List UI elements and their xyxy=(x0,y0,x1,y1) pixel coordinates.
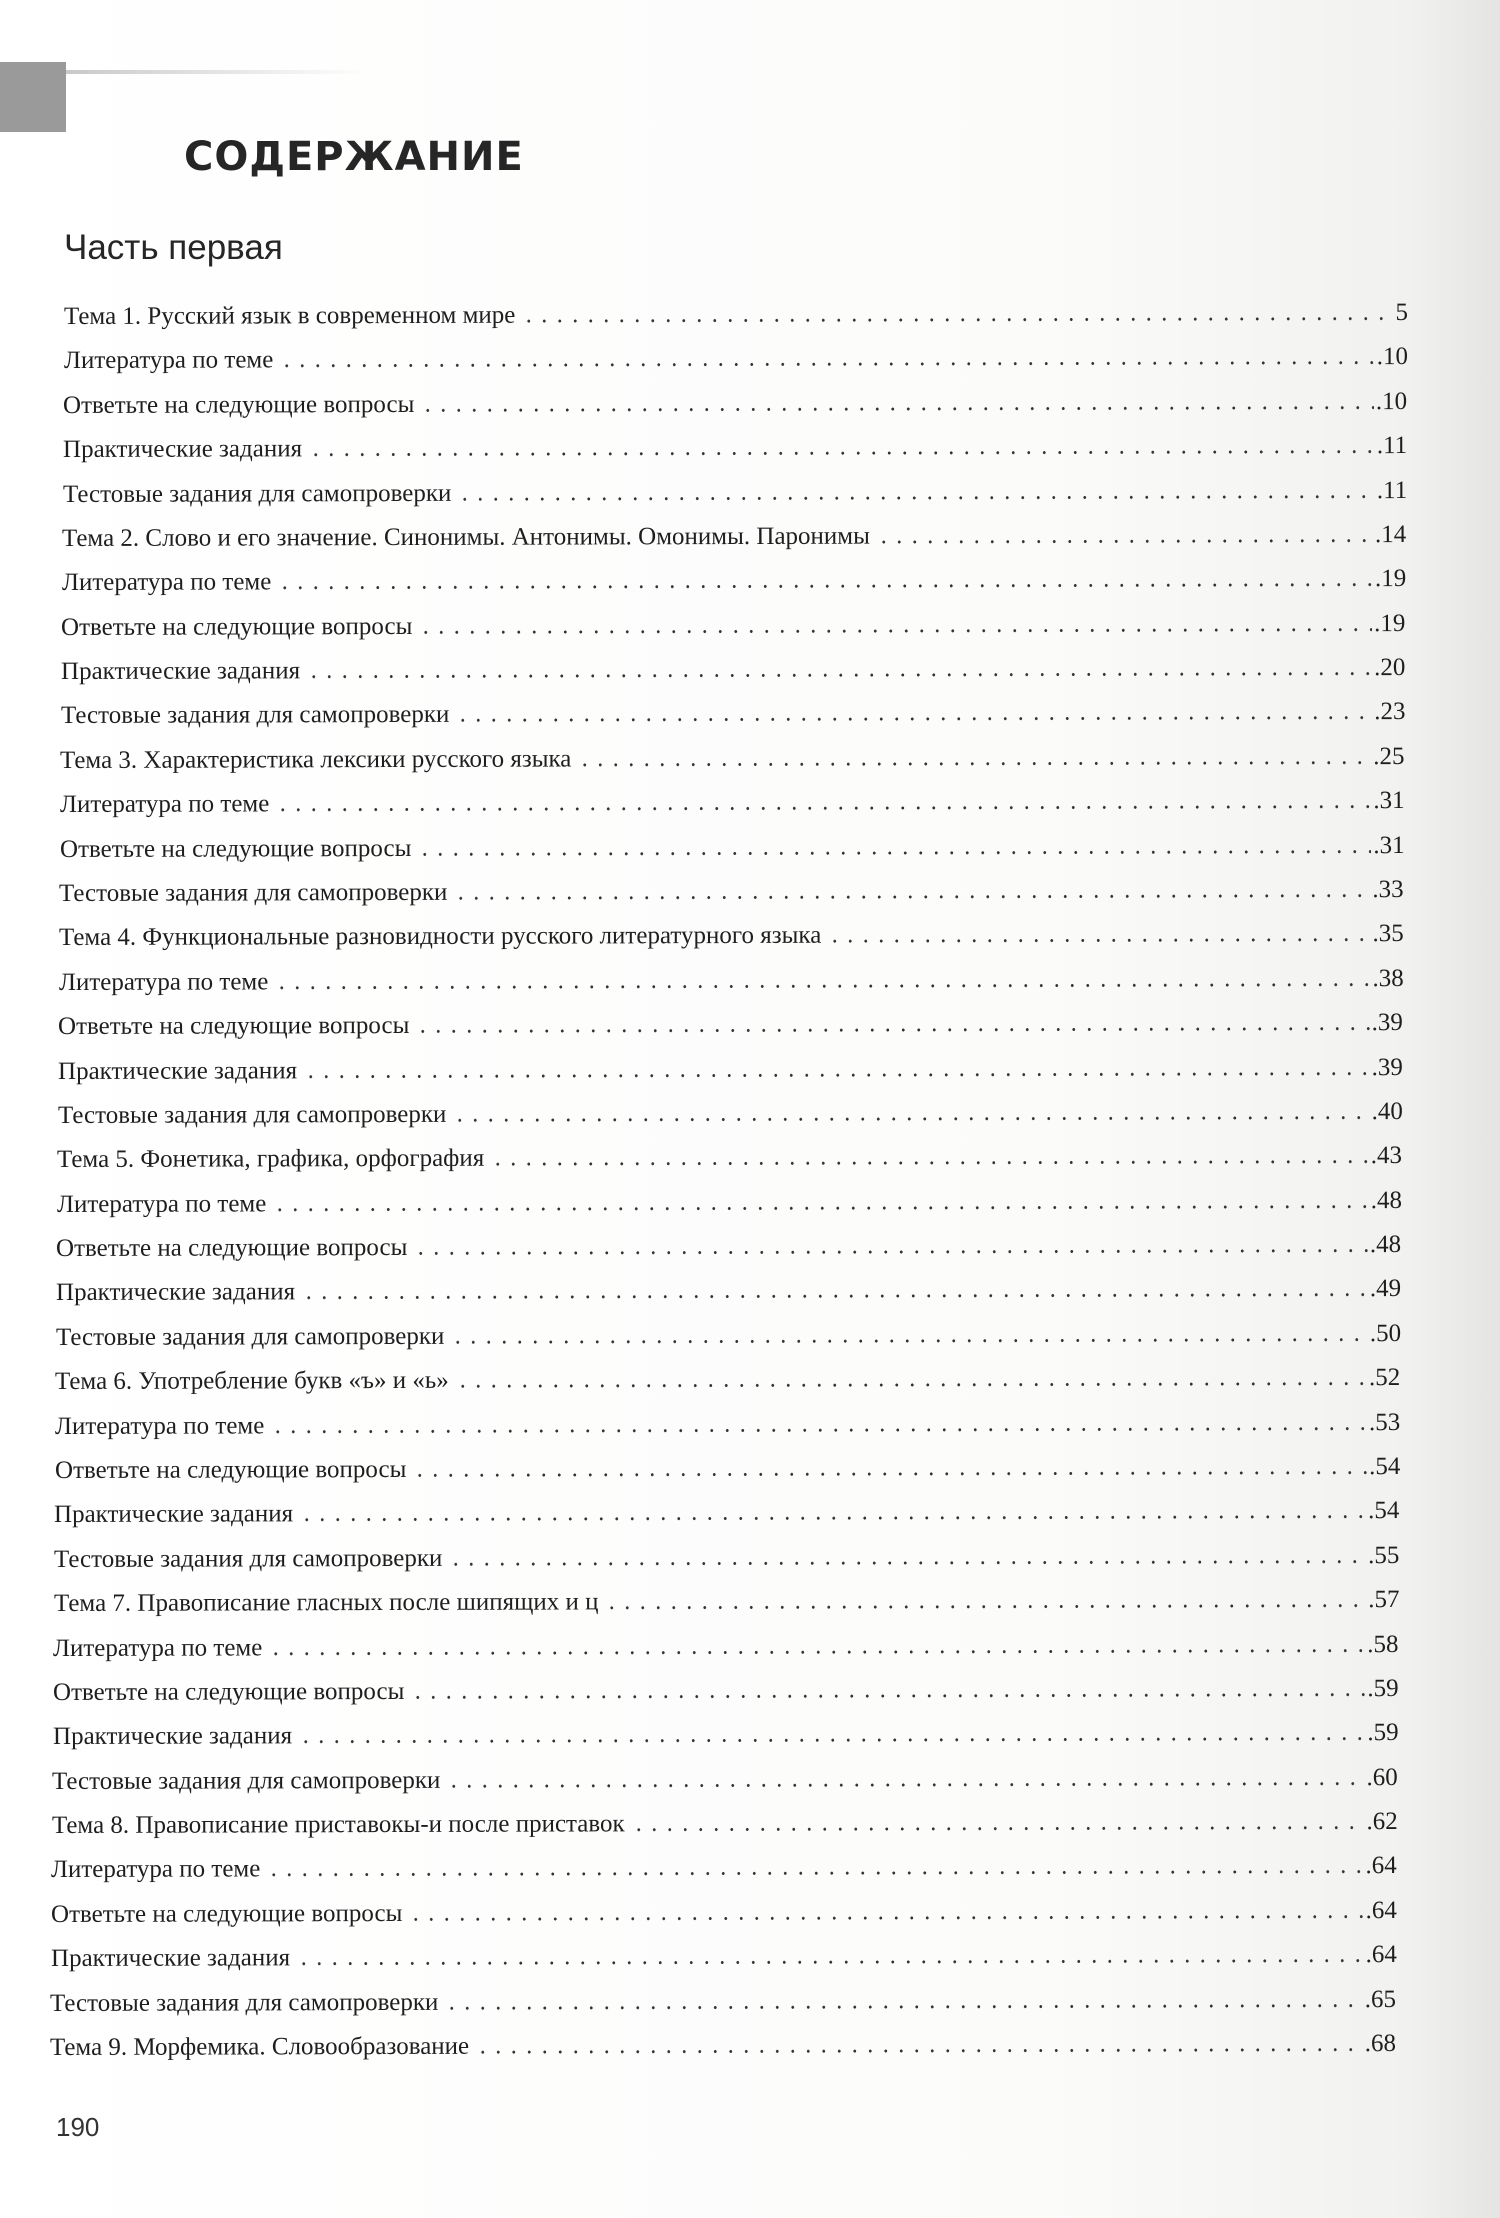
toc-subentry xyxy=(53,1672,1399,1710)
toc-subentry xyxy=(62,562,1406,600)
toc-entry-title: Ответьте на следующие вопросы xyxy=(52,1677,405,1706)
toc-entry-page: .14 xyxy=(1375,520,1407,549)
toc-dot-leader xyxy=(827,935,1370,946)
toc-subentry xyxy=(50,1983,1396,2021)
toc-dot-leader xyxy=(452,1113,1369,1125)
toc-entry-title: Тема 6. Употребление букв «ъ» и «ь» xyxy=(55,1367,450,1396)
toc-subentry xyxy=(60,784,1405,822)
toc-entry-page: .10 xyxy=(1376,387,1408,415)
toc-entry-title: Литература по теме xyxy=(60,790,270,819)
toc-entry-title: Ответьте на следующие вопросы xyxy=(61,612,413,641)
toc-entry-page: .49 xyxy=(1369,1275,1402,1303)
toc-entry-page: .31 xyxy=(1372,831,1405,859)
toc-subentry xyxy=(63,385,1407,423)
toc-entry-title: Тестовые задания для самопроверки xyxy=(60,701,450,730)
toc-dot-leader xyxy=(445,2001,1363,2013)
toc-entry-title: Литература по теме xyxy=(53,1633,263,1662)
toc-entry-page: .59 xyxy=(1366,1719,1399,1747)
toc-entry-title: Тема 8. Правописание приставокы-и после приставок xyxy=(51,1810,625,1840)
toc-dot-leader xyxy=(630,1823,1364,1834)
toc-entry-title: Практические задания xyxy=(50,1944,290,1973)
toc-entry-title: Практические задания xyxy=(52,1722,292,1751)
toc-entry-page: .35 xyxy=(1372,920,1404,948)
toc-entry-page: .39 xyxy=(1371,1009,1404,1037)
toc-subentry xyxy=(55,1450,1400,1488)
toc-entry-title: Практические задания xyxy=(62,435,303,464)
toc-entry-page: .19 xyxy=(1374,609,1406,637)
toc-topic-entry xyxy=(57,1139,1402,1177)
toc-subentry xyxy=(63,429,1407,467)
toc-subentry xyxy=(51,1894,1397,1932)
toc-subentry xyxy=(51,1849,1397,1887)
toc-entry-title: Литература по теме xyxy=(56,1190,267,1218)
toc-entry-title: Тестовые задания для самопроверки xyxy=(62,479,452,508)
toc-subentry xyxy=(56,1317,1401,1355)
toc-entry-title: Практические задания xyxy=(61,657,301,686)
toc-dot-leader xyxy=(270,1424,1367,1436)
toc-subentry xyxy=(56,1228,1401,1266)
toc-subentry xyxy=(61,651,1406,689)
toc-entry-title: Тема 5. Фонетика, графика, орфография xyxy=(57,1145,485,1174)
toc-entry-page: .31 xyxy=(1373,787,1405,815)
toc-topic-entry xyxy=(55,1361,1400,1399)
toc-entry-page: .19 xyxy=(1374,565,1407,593)
toc-dot-leader xyxy=(272,1202,1368,1214)
toc-entry-page: .25 xyxy=(1373,742,1405,770)
toc-dot-leader xyxy=(448,1557,1366,1569)
toc-subentry xyxy=(54,1494,1399,1532)
toc-subentry xyxy=(61,695,1406,733)
toc-entry-page: .64 xyxy=(1365,1896,1397,1924)
toc-entry-page: .20 xyxy=(1374,654,1406,682)
toc-dot-leader xyxy=(421,403,1375,415)
toc-subentry xyxy=(51,1938,1397,1976)
toc-dot-leader xyxy=(419,625,1373,637)
toc-topic-entry xyxy=(62,518,1406,556)
toc-entry-title: Практические задания xyxy=(54,1500,294,1529)
toc-dot-leader xyxy=(267,1868,1364,1880)
toc-subentry xyxy=(57,1184,1402,1222)
toc-subentry xyxy=(52,1716,1398,1754)
toc-entry-title: Литература по теме xyxy=(63,346,274,375)
toc-entry-page: .64 xyxy=(1365,1941,1397,1969)
toc-dot-leader xyxy=(876,536,1373,546)
toc-entry-title: Ответьте на следующие вопросы xyxy=(54,1455,407,1484)
toc-dot-leader xyxy=(301,1291,1368,1303)
toc-subentry xyxy=(59,962,1404,1000)
toc-entry-page: .60 xyxy=(1366,1763,1398,1791)
page-number: 190 xyxy=(56,2112,100,2142)
toc-dot-leader xyxy=(274,980,1370,992)
toc-topic-entry xyxy=(60,740,1405,778)
toc-entry-page: .64 xyxy=(1365,1852,1398,1880)
toc-subentry xyxy=(52,1761,1398,1799)
toc-entry-page: .33 xyxy=(1372,876,1405,904)
toc-entry-page: .11 xyxy=(1376,432,1408,460)
toc-entry-page: .59 xyxy=(1367,1674,1399,1703)
toc-entry-page: .54 xyxy=(1368,1453,1401,1481)
toc-dot-leader xyxy=(416,1024,1370,1036)
toc-subentry xyxy=(58,1006,1403,1044)
toc-entry-page: .40 xyxy=(1371,1097,1403,1126)
toc-entry-title: Литература по теме xyxy=(61,568,272,597)
toc-dot-leader xyxy=(303,1069,1370,1081)
toc-entry-title: Литература по теме xyxy=(51,1855,261,1884)
toc-entry-page: .57 xyxy=(1367,1586,1400,1614)
toc-entry-title: Тестовые задания для самопроверки xyxy=(53,1544,443,1573)
toc-entry-page: .48 xyxy=(1370,1231,1402,1259)
toc-entry-page: .68 xyxy=(1364,2030,1397,2058)
toc-dot-leader xyxy=(308,447,1375,459)
toc-dot-leader xyxy=(412,1468,1367,1480)
toc-entry-page: .23 xyxy=(1373,698,1406,726)
toc-entry-title: Тема 3. Характеристика лексики русского языка xyxy=(60,745,572,774)
toc-topic-entry xyxy=(50,2027,1396,2065)
toc-entry-title: Тема 4. Функциональные разновидности русского литературного языка xyxy=(58,922,822,952)
toc-dot-leader xyxy=(454,891,1371,903)
toc-dot-leader xyxy=(296,1956,1364,1968)
part-title: Часть первая xyxy=(64,228,283,267)
toc-subentry xyxy=(54,1539,1400,1577)
toc-dot-leader xyxy=(279,358,1374,370)
toc-dot-leader xyxy=(277,580,1373,592)
toc-dot-leader xyxy=(455,1379,1367,1391)
toc-entry-title: Тема 2. Слово и его значение. Синонимы. Антонимы. Омонимы. Паронимы xyxy=(62,522,871,552)
toc-dot-leader xyxy=(521,314,1393,326)
toc-entry-title: Тема 1. Русский язык в современном мире xyxy=(63,301,516,330)
toc-dot-leader xyxy=(455,714,1372,726)
toc-dot-leader xyxy=(447,1779,1365,1791)
contents-heading: СОДЕРЖАНИЕ xyxy=(184,134,524,180)
toc-entry-title: Практические задания xyxy=(56,1278,296,1307)
toc-dot-leader xyxy=(457,492,1374,504)
toc-entry-page: .55 xyxy=(1368,1541,1400,1569)
toc-dot-leader xyxy=(298,1734,1365,1746)
toc-entry-title: Ответьте на следующие вопросы xyxy=(63,390,415,419)
toc-entry-title: Ответьте на следующие вопросы xyxy=(56,1234,408,1263)
toc-entry-page: .43 xyxy=(1370,1142,1403,1170)
toc-subentry xyxy=(60,829,1405,867)
toc-entry-page: .62 xyxy=(1366,1808,1398,1836)
toc-entry-title: Практические задания xyxy=(57,1056,298,1085)
toc-entry-page: .48 xyxy=(1370,1186,1402,1214)
toc-topic-entry xyxy=(52,1805,1398,1843)
toc-dot-leader xyxy=(578,758,1372,769)
toc-dot-leader xyxy=(417,847,1371,859)
toc-entry-title: Тема 7. Правописание гласных после шипящих и ц xyxy=(53,1588,599,1618)
toc-dot-leader xyxy=(408,1912,1363,1924)
toc-entry-page: .58 xyxy=(1367,1630,1399,1658)
toc-subentry xyxy=(55,1406,1400,1444)
toc-topic-entry xyxy=(64,296,1408,334)
toc-subentry xyxy=(53,1628,1399,1666)
toc-entry-page: .39 xyxy=(1371,1053,1403,1081)
toc-dot-leader xyxy=(490,1157,1369,1169)
toc-entry-page: 5 xyxy=(1395,299,1409,327)
toc-entry-title: Тестовые задания для самопроверки xyxy=(59,878,448,907)
toc-dot-leader xyxy=(269,1646,1366,1658)
toc-dot-leader xyxy=(475,2045,1363,2057)
toc-dot-leader xyxy=(306,669,1372,681)
toc-entry-title: Литература по теме xyxy=(54,1411,265,1440)
toc-entry-page: .10 xyxy=(1376,343,1408,371)
toc-subentry xyxy=(57,1095,1402,1133)
toc-entry-title: Ответьте на следующие вопросы xyxy=(51,1899,403,1928)
toc-entry-title: Ответьте на следующие вопросы xyxy=(59,834,412,863)
toc-entry-page: .38 xyxy=(1372,964,1404,992)
toc-subentry xyxy=(64,340,1408,378)
toc-topic-entry xyxy=(54,1583,1400,1621)
toc-subentry xyxy=(61,607,1405,645)
toc-dot-leader xyxy=(275,802,1371,814)
toc-entry-title: Ответьте на следующие вопросы xyxy=(58,1012,410,1041)
toc-dot-leader xyxy=(410,1690,1365,1702)
toc-entry-title: Тестовые задания для самопроверки xyxy=(55,1322,445,1351)
toc-subentry xyxy=(58,1051,1403,1089)
toc-entry-page: .52 xyxy=(1369,1364,1401,1392)
toc-entry-page: .50 xyxy=(1369,1319,1401,1347)
toc-entry-title: Тестовые задания для самопроверки xyxy=(52,1766,441,1795)
toc-dot-leader xyxy=(414,1246,1368,1258)
toc-entry-page: .11 xyxy=(1376,476,1407,504)
toc-entry-page: .65 xyxy=(1364,1985,1397,2013)
toc-entry-title: Тестовые задания для самопроверки xyxy=(57,1100,446,1129)
toc-dot-leader xyxy=(604,1601,1366,1612)
toc-entry-title: Литература по теме xyxy=(58,968,268,996)
toc-entry-title: Тестовые задания для самопроверки xyxy=(50,1988,439,2017)
toc-topic-entry xyxy=(59,917,1404,955)
toc-subentry xyxy=(63,474,1407,512)
toc-subentry xyxy=(59,873,1404,911)
toc-subentry xyxy=(56,1272,1401,1310)
toc-entry-page: .53 xyxy=(1368,1408,1401,1436)
toc-entry-title: Тема 9. Морфемика. Словообразование xyxy=(49,2032,470,2061)
toc-entry-page: .54 xyxy=(1368,1497,1400,1525)
toc-dot-leader xyxy=(450,1335,1368,1347)
toc-dot-leader xyxy=(299,1512,1366,1524)
